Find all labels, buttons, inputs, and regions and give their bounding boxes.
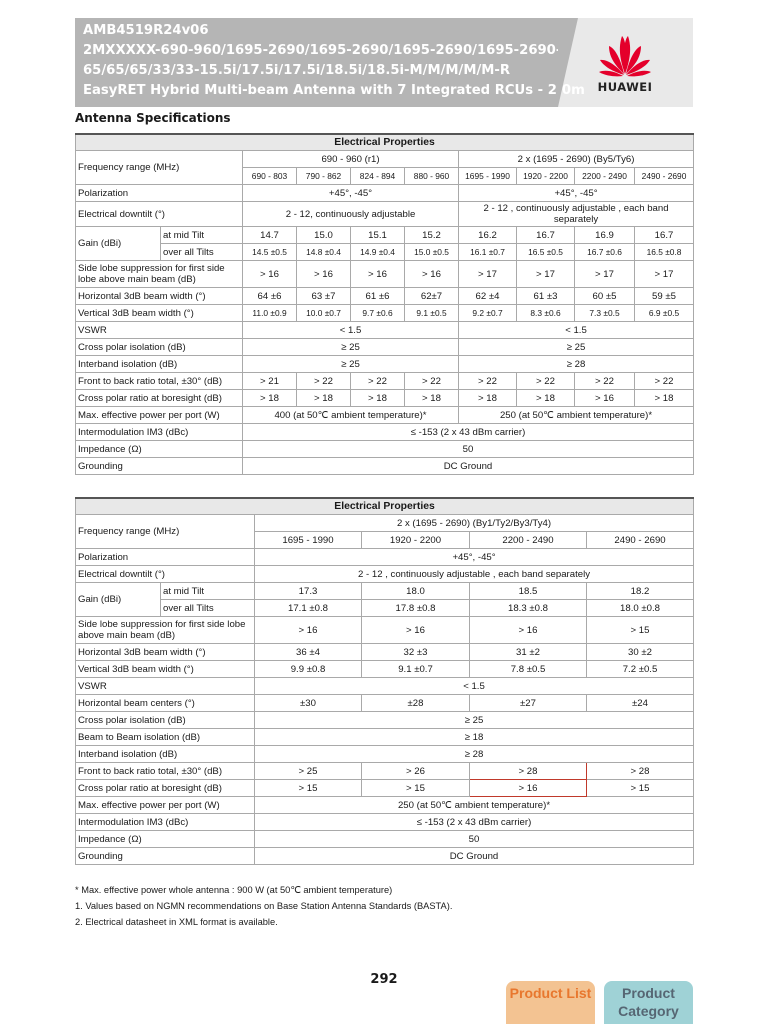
cell: +45°, -45° <box>255 549 694 566</box>
section-title: Antenna Specifications <box>75 111 231 125</box>
cell: 60 ±5 <box>575 288 635 305</box>
cell: 18.0 <box>362 583 470 600</box>
row-label: Impedance (Ω) <box>76 441 243 458</box>
cell: 31 ±2 <box>470 644 587 661</box>
row-label: VSWR <box>76 678 255 695</box>
cell: 63 ±7 <box>297 288 351 305</box>
cell: > 16 <box>255 617 362 644</box>
cell: > 28 <box>587 763 694 780</box>
cell: 50 <box>243 441 694 458</box>
row-label: Cross polar ratio at boresight (dB) <box>76 780 255 797</box>
row-label: Frequency range (MHz) <box>76 151 243 185</box>
sub-band: 1695 - 1990 <box>459 168 517 185</box>
table-title-row <box>76 498 694 515</box>
footnote: 1. Values based on NGMN recommendations on Base Station Antenna Standards (BASTA). <box>75 901 453 911</box>
electrical-properties-table-2 <box>75 497 694 865</box>
cell: ≥ 25 <box>459 339 694 356</box>
cell: 18.2 <box>587 583 694 600</box>
row-label: Max. effective power per port (W) <box>76 407 243 424</box>
cell: > 18 <box>351 390 405 407</box>
cell: > 28 <box>470 763 587 780</box>
cell: 50 <box>255 831 694 848</box>
sub-label: at mid Tilt <box>161 583 255 600</box>
footnotes <box>75 882 452 930</box>
cell: > 18 <box>517 390 575 407</box>
product-list-button[interactable]: Product List <box>506 981 595 1024</box>
row-label: Cross polar isolation (dB) <box>76 339 243 356</box>
sub-band: 690 - 803 <box>243 168 297 185</box>
header-title-band <box>75 18 585 107</box>
cell: > 22 <box>351 373 405 390</box>
model-code-line-1: 2MXXXXX-690-960/1695-2690/1695-2690/1695-2690/1695-2690- <box>83 43 562 58</box>
row-label: Side lobe suppression for first side lobe above main beam (dB) <box>76 617 255 644</box>
cell: 2 - 12 , continuously adjustable , each band separately <box>255 566 694 583</box>
row-label: Interband isolation (dB) <box>76 356 243 373</box>
cell: 17.3 <box>255 583 362 600</box>
sub-band: 1920 - 2200 <box>362 532 470 549</box>
row-label: Electrical downtilt (°) <box>76 566 255 583</box>
cell: > 15 <box>362 780 470 797</box>
cell: ±28 <box>362 695 470 712</box>
sub-band: 2490 - 2690 <box>635 168 694 185</box>
cell: 16.9 <box>575 227 635 244</box>
cell: 14.9 ±0.4 <box>351 244 405 261</box>
row-label: Gain (dBi) <box>76 583 161 617</box>
row-label: Polarization <box>76 549 255 566</box>
cell: 36 ±4 <box>255 644 362 661</box>
cell: > 16 <box>297 261 351 288</box>
table-row <box>76 151 694 168</box>
row-label: Gain (dBi) <box>76 227 161 261</box>
cell: 62±7 <box>405 288 459 305</box>
cell: 16.7 ±0.6 <box>575 244 635 261</box>
table-row <box>76 356 694 373</box>
cell: 30 ±2 <box>587 644 694 661</box>
huawei-logo <box>591 30 659 96</box>
cell: 8.3 ±0.6 <box>517 305 575 322</box>
cell: 64 ±6 <box>243 288 297 305</box>
row-label: Cross polar isolation (dB) <box>76 712 255 729</box>
band-header: 690 - 960 (r1) <box>243 151 459 168</box>
sub-band: 880 - 960 <box>405 168 459 185</box>
row-label: Intermodulation IM3 (dBc) <box>76 814 255 831</box>
cell: ±27 <box>470 695 587 712</box>
row-label: Frequency range (MHz) <box>76 515 255 549</box>
cell: 6.9 ±0.5 <box>635 305 694 322</box>
cell: 7.8 ±0.5 <box>470 661 587 678</box>
cell: 17.1 ±0.8 <box>255 600 362 617</box>
cell: > 18 <box>635 390 694 407</box>
sub-band: 824 - 894 <box>351 168 405 185</box>
model-code-line-2: 65/65/65/33/33-15.5i/17.5i/17.5i/18.5i/18.5i-M/M/M/M/M-R <box>83 63 511 78</box>
cell: 16.7 <box>517 227 575 244</box>
row-label: Impedance (Ω) <box>76 831 255 848</box>
cell: > 22 <box>635 373 694 390</box>
table-row <box>76 261 694 288</box>
cell: > 16 <box>405 261 459 288</box>
table-row <box>76 288 694 305</box>
cell: > 16 <box>470 617 587 644</box>
cell: ≥ 25 <box>243 339 459 356</box>
cell: ≥ 25 <box>255 712 694 729</box>
table-title: Electrical Properties <box>76 498 694 515</box>
row-label: Horizontal 3dB beam width (°) <box>76 288 243 305</box>
cell: 59 ±5 <box>635 288 694 305</box>
row-label: Horizontal beam centers (°) <box>76 695 255 712</box>
cell: > 18 <box>459 390 517 407</box>
band-header: 2 x (1695 - 2690) (By1/Ty2/By3/Ty4) <box>255 515 694 532</box>
cell: ≥ 25 <box>243 356 459 373</box>
table-row <box>76 202 694 227</box>
table-row <box>76 566 694 583</box>
table-row <box>76 729 694 746</box>
table-row <box>76 549 694 566</box>
table-title: Electrical Properties <box>76 134 694 151</box>
table-row <box>76 644 694 661</box>
cell: ±30 <box>255 695 362 712</box>
cell: 16.5 ±0.5 <box>517 244 575 261</box>
cell: > 16 <box>362 617 470 644</box>
table-row <box>76 617 694 644</box>
electrical-properties-table-1 <box>75 133 694 475</box>
table-row <box>76 373 694 390</box>
cell: 7.3 ±0.5 <box>575 305 635 322</box>
cell: 14.5 ±0.5 <box>243 244 297 261</box>
cell: > 16 <box>351 261 405 288</box>
cell: 16.5 ±0.8 <box>635 244 694 261</box>
sub-label: at mid Tilt <box>161 227 243 244</box>
cell: 9.1 ±0.7 <box>362 661 470 678</box>
table-row <box>76 831 694 848</box>
sub-band: 1695 - 1990 <box>255 532 362 549</box>
row-label: Front to back ratio total, ±30° (dB) <box>76 763 255 780</box>
cell: > 18 <box>297 390 351 407</box>
table-row <box>76 424 694 441</box>
cell: > 26 <box>362 763 470 780</box>
cell: > 22 <box>459 373 517 390</box>
row-label: Interband isolation (dB) <box>76 746 255 763</box>
cell: 32 ±3 <box>362 644 470 661</box>
cell: 9.9 ±0.8 <box>255 661 362 678</box>
cell: DC Ground <box>243 458 694 475</box>
cell: 10.0 ±0.7 <box>297 305 351 322</box>
cell: > 15 <box>255 780 362 797</box>
product-description: EasyRET Hybrid Multi-beam Antenna with 7 Integrated RCUs - 2.0m <box>83 83 585 98</box>
table-title-row <box>76 134 694 151</box>
footnote: 2. Electrical datasheet in XML format is available. <box>75 917 278 927</box>
row-label: VSWR <box>76 322 243 339</box>
row-label: Cross polar ratio at boresight (dB) <box>76 390 243 407</box>
sub-label: over all Tilts <box>161 600 255 617</box>
table-row <box>76 712 694 729</box>
row-label: Electrical downtilt (°) <box>76 202 243 227</box>
cell: 61 ±3 <box>517 288 575 305</box>
cell: > 18 <box>405 390 459 407</box>
cell: 250 (at 50℃ ambient temperature)* <box>459 407 694 424</box>
table-row <box>76 600 694 617</box>
cell: 2 - 12 , continuously adjustable , each band separately <box>459 202 694 227</box>
sub-band: 1920 - 2200 <box>517 168 575 185</box>
table-row <box>76 390 694 407</box>
cell: +45°, -45° <box>243 185 459 202</box>
table-row <box>76 763 694 780</box>
cell: > 22 <box>405 373 459 390</box>
cell: > 16 <box>575 390 635 407</box>
row-label: Front to back ratio total, ±30° (dB) <box>76 373 243 390</box>
cell: ±24 <box>587 695 694 712</box>
cell: 18.0 ±0.8 <box>587 600 694 617</box>
table-row <box>76 322 694 339</box>
cell: > 16 <box>243 261 297 288</box>
cell: 16.7 <box>635 227 694 244</box>
table-row <box>76 780 694 797</box>
table-row <box>76 515 694 532</box>
row-label: Beam to Beam isolation (dB) <box>76 729 255 746</box>
cell: 250 (at 50℃ ambient temperature)* <box>255 797 694 814</box>
cell: 62 ±4 <box>459 288 517 305</box>
cell: > 25 <box>255 763 362 780</box>
cell: 9.1 ±0.5 <box>405 305 459 322</box>
sub-label: over all Tilts <box>161 244 243 261</box>
table-row <box>76 746 694 763</box>
cell: 15.0 ±0.5 <box>405 244 459 261</box>
product-category-button[interactable]: Product Category <box>604 981 693 1024</box>
cell: 18.5 <box>470 583 587 600</box>
cell: +45°, -45° <box>459 185 694 202</box>
row-label: Max. effective power per port (W) <box>76 797 255 814</box>
model-number: AMB4519R24v06 <box>83 23 209 38</box>
table-row <box>76 185 694 202</box>
sub-band: 790 - 862 <box>297 168 351 185</box>
cell: ≤ -153 (2 x 43 dBm carrier) <box>255 814 694 831</box>
huawei-wordmark: HUAWEI <box>597 80 653 94</box>
cell: 9.7 ±0.6 <box>351 305 405 322</box>
cell: 15.2 <box>405 227 459 244</box>
row-label: Grounding <box>76 848 255 865</box>
table-row <box>76 678 694 695</box>
row-label: Intermodulation IM3 (dBc) <box>76 424 243 441</box>
cell: 16.2 <box>459 227 517 244</box>
cell: > 17 <box>575 261 635 288</box>
header-band-slant <box>558 18 578 107</box>
cell: > 15 <box>587 617 694 644</box>
table-row <box>76 305 694 322</box>
cell: > 22 <box>575 373 635 390</box>
cell: 16.1 ±0.7 <box>459 244 517 261</box>
cell: 400 (at 50℃ ambient temperature)* <box>243 407 459 424</box>
table-row <box>76 583 694 600</box>
cell: ≥ 18 <box>255 729 694 746</box>
cell: 2 - 12, continuously adjustable <box>243 202 459 227</box>
row-label: Vertical 3dB beam width (°) <box>76 305 243 322</box>
row-label: Polarization <box>76 185 243 202</box>
cell: > 17 <box>459 261 517 288</box>
cell: < 1.5 <box>459 322 694 339</box>
cell: > 16 <box>470 780 587 797</box>
table-row <box>76 661 694 678</box>
sub-band: 2200 - 2490 <box>575 168 635 185</box>
cell: 14.8 ±0.4 <box>297 244 351 261</box>
row-label: Grounding <box>76 458 243 475</box>
cell: > 15 <box>587 780 694 797</box>
table-row <box>76 797 694 814</box>
cell: 9.2 ±0.7 <box>459 305 517 322</box>
footnote: * Max. effective power whole antenna : 900 W (at 50℃ ambient temperature) <box>75 885 393 895</box>
cell: < 1.5 <box>243 322 459 339</box>
cell: 15.1 <box>351 227 405 244</box>
table-row <box>76 441 694 458</box>
table-row <box>76 458 694 475</box>
cell: > 22 <box>517 373 575 390</box>
table-row <box>76 848 694 865</box>
cell: DC Ground <box>255 848 694 865</box>
cell: 18.3 ±0.8 <box>470 600 587 617</box>
band-header: 2 x (1695 - 2690) (By5/Ty6) <box>459 151 694 168</box>
cell: < 1.5 <box>255 678 694 695</box>
cell: 17.8 ±0.8 <box>362 600 470 617</box>
table-row <box>76 244 694 261</box>
cell: ≥ 28 <box>459 356 694 373</box>
huawei-petals-icon <box>591 30 659 80</box>
cell: 7.2 ±0.5 <box>587 661 694 678</box>
row-label: Vertical 3dB beam width (°) <box>76 661 255 678</box>
cell: 15.0 <box>297 227 351 244</box>
cell: > 22 <box>297 373 351 390</box>
sub-band: 2490 - 2690 <box>587 532 694 549</box>
row-label: Horizontal 3dB beam width (°) <box>76 644 255 661</box>
cell: > 17 <box>517 261 575 288</box>
table-row <box>76 227 694 244</box>
table-row <box>76 339 694 356</box>
row-label: Side lobe suppression for first side lobe above main beam (dB) <box>76 261 243 288</box>
table-row <box>76 814 694 831</box>
cell: > 18 <box>243 390 297 407</box>
cell: > 21 <box>243 373 297 390</box>
cell: 11.0 ±0.9 <box>243 305 297 322</box>
cell: > 17 <box>635 261 694 288</box>
sub-band: 2200 - 2490 <box>470 532 587 549</box>
header-title <box>83 21 585 101</box>
cell: ≥ 28 <box>255 746 694 763</box>
page-number: 292 <box>370 972 398 987</box>
cell: ≤ -153 (2 x 43 dBm carrier) <box>243 424 694 441</box>
table-row <box>76 407 694 424</box>
cell: 14.7 <box>243 227 297 244</box>
cell: 61 ±6 <box>351 288 405 305</box>
table-row <box>76 695 694 712</box>
